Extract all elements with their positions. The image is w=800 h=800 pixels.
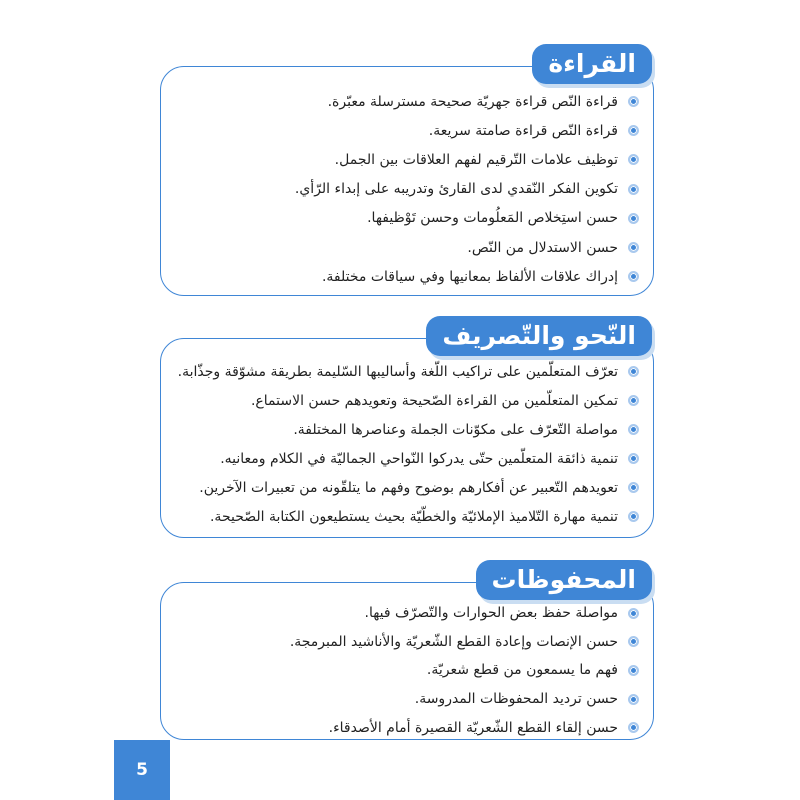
bullet-icon [628,125,639,136]
page-number: 5 [114,740,170,800]
list-item [175,473,639,502]
list-item [175,599,639,628]
item-text: تنمية مهارة التّلاميذ الإملائيّة والخطّيّة بحيث يستطيعون الكتابة الصّحيحة. [209,508,618,525]
item-text: حسن ترديد المحفوظات المدروسة. [414,691,618,708]
item-text: قراءة النّص قراءة جهريّة صحيحة مسترسلة معبّرة. [327,93,618,110]
bullet-icon [628,96,639,107]
list-item [175,444,639,473]
bullet-icon [628,636,639,647]
item-text: حسن إلقاء القطع الشّعريّة القصيرة أمام الأصدقاء. [328,719,618,736]
list-item [175,386,639,415]
item-text: حسن الاستدلال من النّص. [467,239,618,256]
bullet-icon [628,242,639,253]
section-box [160,66,654,296]
list-item [175,357,639,386]
section-grammar [160,316,654,538]
section-box [160,338,654,538]
section-title: القراءة [532,44,652,84]
item-text: تعويدهم التّعبير عن أفكارهم بوضوح وفهم ما يتلقّونه من تعبيرات الآخرين. [199,479,618,496]
item-list [175,599,639,742]
list-item [175,233,639,262]
list-item [175,628,639,657]
item-text: حسن استِخلاص المَعلُومات وحسن تَوْظيفها. [367,210,618,227]
bullet-icon [628,608,639,619]
item-text: مواصلة التّعرّف على مكوّنات الجملة وعناصرها المختلفة. [293,421,618,438]
list-item [175,502,639,531]
item-text: تنمية ذائقة المتعلّمين حتّى يدركوا النّواحي الجماليّة في الكلام ومعانيه. [220,450,618,467]
section-title: المحفوظات [476,560,652,600]
section-memorization [160,560,654,740]
list-item [175,87,639,116]
bullet-icon [628,694,639,705]
item-text: تكوين الفكر النّقدي لدى القارئ وتدريبه على إبداء الرّأي. [294,181,618,198]
list-item [175,175,639,204]
list-item [175,656,639,685]
item-text: تمكين المتعلّمين من القراءة الصّحيحة وتعويدهم حسن الاستماع. [250,392,618,409]
section-reading [160,44,654,296]
item-text: قراءة النّص قراءة صامتة سريعة. [428,122,618,139]
item-text: إدراك علاقات الألفاظ بمعانيها وفي سياقات مختلفة. [321,268,618,285]
list-item [175,685,639,714]
item-text: حسن الإنصات وإعادة القطع الشّعريّة والأناشيد المبرمجة. [289,633,618,650]
bullet-icon [628,184,639,195]
bullet-icon [628,722,639,733]
bullet-icon [628,453,639,464]
item-text: توظيف علامات التّرقيم لفهم العلاقات بين الجمل. [334,151,618,168]
item-list [175,87,639,291]
list-item [175,415,639,444]
bullet-icon [628,154,639,165]
bullet-icon [628,424,639,435]
bullet-icon [628,271,639,282]
bullet-icon [628,366,639,377]
item-text: تعرّف المتعلّمين على تراكيب اللّغة وأساليبها السّليمة بطريقة مشوّقة وجذّابة. [177,363,618,380]
list-item [175,204,639,233]
list-item [175,713,639,742]
list-item [175,262,639,291]
bullet-icon [628,665,639,676]
bullet-icon [628,482,639,493]
bullet-icon [628,511,639,522]
item-text: فهم ما يسمعون من قطع شعريّة. [426,662,618,679]
section-box [160,582,654,740]
list-item [175,145,639,174]
item-list [175,357,639,531]
bullet-icon [628,213,639,224]
section-title: النّحو والتّصريف [426,316,652,356]
list-item [175,116,639,145]
item-text: مواصلة حفظ بعض الحوارات والتّصرّف فيها. [364,605,618,622]
bullet-icon [628,395,639,406]
